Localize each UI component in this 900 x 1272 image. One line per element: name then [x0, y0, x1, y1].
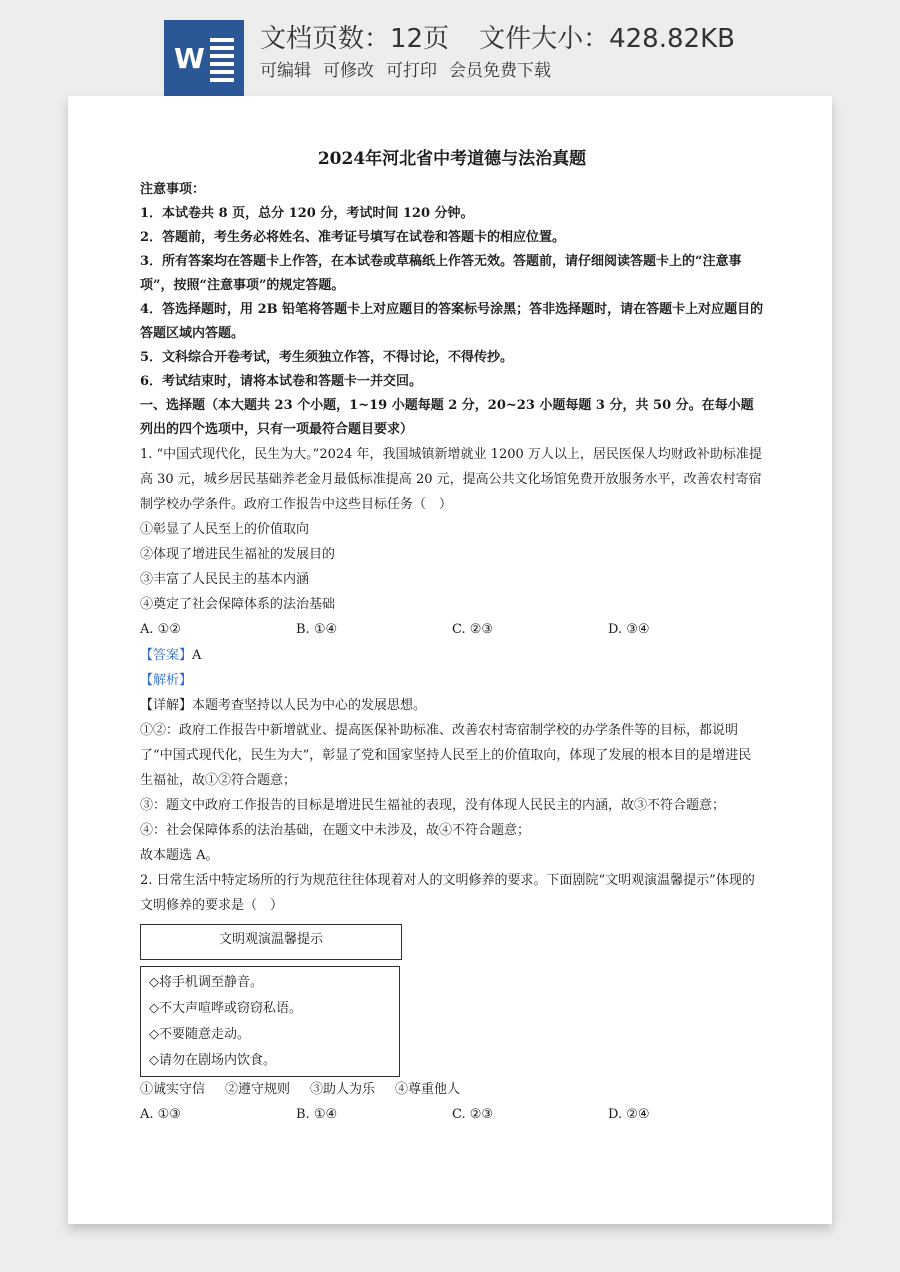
- answer-tag: 【答案】: [140, 648, 193, 663]
- download-header: [0, 0, 900, 96]
- document-content: [140, 144, 764, 1128]
- notice-box: [140, 966, 400, 1077]
- option-c: C. ②③: [452, 622, 494, 637]
- notice-heading: 注意事项：: [140, 182, 206, 197]
- option-a: A. ①③: [140, 1107, 181, 1122]
- statement-item: ①彰显了人民至上的价值取向: [140, 522, 310, 537]
- word-document-icon: W: [164, 20, 244, 96]
- notice-box-item: ◇请勿在剧场内饮食。: [149, 1053, 276, 1068]
- notice-box-item: ◇不要随意走动。: [149, 1027, 250, 1042]
- statement-item: ②体现了增进民生福祉的发展目的: [140, 547, 336, 562]
- notice-item: 1．本试卷共 8 页，总分 120 分，考试时间 120 分钟。: [140, 206, 474, 221]
- question-2-stem: 2. 日常生活中特定场所的行为规范往往体现着对人的文明修养的要求。下面剧院“文明观演温馨提示”体现的文明修养的要求是（ ）: [140, 873, 755, 913]
- option-c: C. ②③: [452, 1107, 494, 1122]
- feature-list: [260, 56, 563, 81]
- feature-editable: 可编辑: [260, 61, 311, 81]
- option-b: B. ①④: [296, 1107, 338, 1122]
- detail-line: ③：题文中政府工作报告的目标是增进民生福祉的表现，没有体现人民民主的内涵，故③不符合题意；: [140, 798, 726, 813]
- question-2-options: [140, 1102, 764, 1128]
- section-heading: 一、选择题（本大题共 23 个小题，1~19 小题每题 2 分，20~23 小题每题 3 分，共 50 分。在每小题列出的四个选项中，只有一项最符合题目要求）: [140, 398, 754, 437]
- notice-item: 3．所有答案均在答题卡上作答，在本试卷或草稿纸上作答无效。答题前，请仔细阅读答题卡上的“注意事项”，按照“注意事项”的规定答题。: [140, 254, 742, 293]
- notice-box-title: 文明观演温馨提示: [140, 924, 402, 960]
- detail-line: ①②：政府工作报告中新增就业、提高医保补助标准、改善农村寄宿制学校的办学条件等的目标，都说明了“中国式现代化，民生为大”，彰显了党和国家坚持人民至上的价值取向，体现了发展的根本目的是增进民生福祉，故①②符合题意；: [140, 723, 752, 788]
- statement-item: ④尊重他人: [395, 1082, 461, 1097]
- detail-line: 故本题选 A。: [140, 848, 219, 863]
- file-size: 文件大小：428.82KB: [479, 24, 735, 54]
- option-d: D. ②④: [608, 1107, 650, 1122]
- option-a: A. ①②: [140, 622, 181, 637]
- statement-item: ④奠定了社会保障体系的法治基础: [140, 597, 336, 612]
- detail-line: 【详解】本题考查坚持以人民为中心的发展思想。: [140, 698, 427, 713]
- question-2-statements: [140, 1077, 764, 1102]
- document-page: [68, 96, 832, 1224]
- option-d: D. ③④: [608, 622, 650, 637]
- statement-item: ②遵守规则: [225, 1082, 291, 1097]
- notice-box-item: ◇将手机调至静音。: [149, 975, 263, 990]
- analysis-tag: 【解析】: [140, 673, 193, 688]
- page-count: 文档页数：12页: [260, 24, 450, 54]
- answer-line: [140, 643, 764, 668]
- feature-member-download: 会员免费下载: [449, 61, 551, 81]
- notice-item: 4．答选择题时，用 2B 铅笔将答题卡上对应题目的答案标号涂黑；答非选择题时，请在答题卡上对应题目的答题区域内答题。: [140, 302, 764, 341]
- page-title: 2024年河北省中考道德与法治真题: [317, 149, 587, 169]
- file-info: [260, 18, 765, 55]
- detail-line: ④：社会保障体系的法治基础，在题文中未涉及，故④不符合题意；: [140, 823, 531, 838]
- feature-printable: 可打印: [386, 61, 437, 81]
- question-1-stem: 1. “中国式现代化，民生为大。”2024 年，我国城镇新增就业 1200 万人以上，居民医保人均财政补助标准提高 30 元，城乡居民基础养老金月最低标准提高 20 元，提高公共文化场馆免费开放服务水平，改善农村寄宿制学校办学条件。政府工作报告中这些目标任务（ ）: [140, 447, 762, 512]
- option-b: B. ①④: [296, 622, 338, 637]
- answer-value: A: [192, 648, 202, 663]
- question-1-options: [140, 617, 764, 643]
- statement-item: ①诚实守信: [140, 1082, 206, 1097]
- notice-item: 2．答题前，考生务必将姓名、准考证号填写在试卷和答题卡的相应位置。: [140, 230, 566, 245]
- statement-item: ③助人为乐: [310, 1082, 376, 1097]
- notice-box-item: ◇不大声喧哗或窃窃私语。: [149, 1001, 302, 1016]
- notice-item: 5．文科综合开卷考试，考生须独立作答，不得讨论，不得传抄。: [140, 350, 514, 365]
- statement-item: ③丰富了人民民主的基本内涵: [140, 572, 310, 587]
- notice-item: 6．考试结束时，请将本试卷和答题卡一并交回。: [140, 374, 423, 389]
- feature-modifiable: 可修改: [323, 61, 374, 81]
